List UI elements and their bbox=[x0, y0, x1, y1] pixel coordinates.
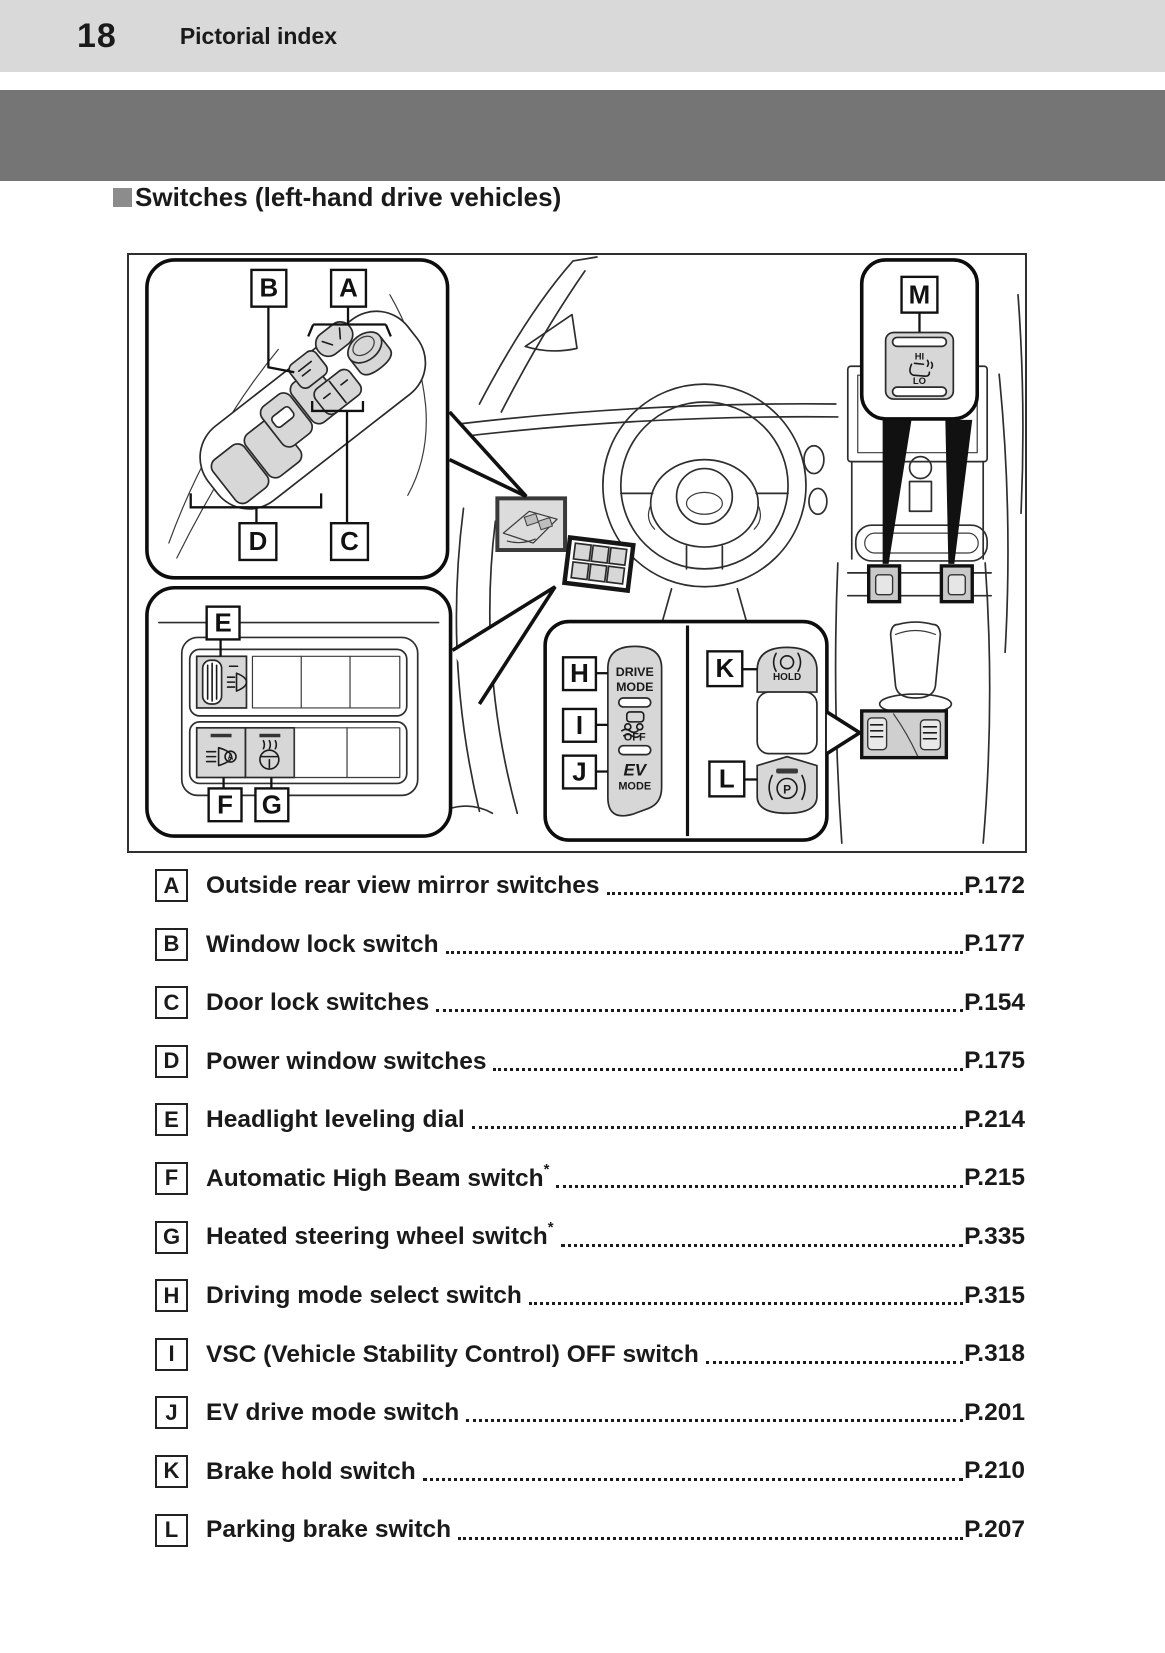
index-row-d bbox=[155, 1045, 1025, 1078]
svg-text:HI: HI bbox=[914, 351, 925, 363]
key-box: F bbox=[155, 1162, 188, 1195]
row-label: Parking brake switch bbox=[206, 1516, 452, 1544]
stalk-lever bbox=[809, 488, 827, 514]
callout-m bbox=[902, 277, 938, 313]
key-box: E bbox=[155, 1103, 188, 1136]
key-box: A bbox=[155, 869, 188, 902]
page-reference: P.175 bbox=[964, 1047, 1025, 1075]
index-row-k bbox=[155, 1455, 1025, 1488]
callout-d bbox=[240, 523, 277, 560]
dotted-leader bbox=[466, 1419, 963, 1422]
page-header bbox=[0, 0, 1165, 72]
row-label: Window lock switch bbox=[206, 930, 439, 958]
page-reference: P.154 bbox=[964, 988, 1025, 1016]
key-box: B bbox=[155, 928, 188, 961]
dotted-leader bbox=[436, 1009, 963, 1012]
page-reference: P.207 bbox=[964, 1516, 1025, 1544]
svg-text:L: L bbox=[718, 765, 735, 794]
key-box: D bbox=[155, 1045, 188, 1078]
callout-l bbox=[709, 762, 744, 797]
pointer-arrow bbox=[453, 587, 556, 704]
switch-index-list bbox=[155, 869, 1025, 1572]
row-label: VSC (Vehicle Stability Control) OFF switch bbox=[206, 1340, 699, 1368]
svg-text:EV: EV bbox=[623, 760, 647, 780]
dotted-leader bbox=[529, 1302, 963, 1305]
page-reference: P.335 bbox=[964, 1223, 1025, 1251]
page-reference: P.315 bbox=[964, 1281, 1025, 1309]
callout-c bbox=[331, 523, 368, 560]
svg-text:DRIVE: DRIVE bbox=[615, 665, 654, 680]
svg-text:A: A bbox=[339, 274, 358, 303]
row-label: Automatic High Beam switch bbox=[206, 1165, 544, 1193]
index-row-b bbox=[155, 928, 1025, 961]
callout-b bbox=[251, 270, 286, 307]
row-label: Outside rear view mirror switches bbox=[206, 872, 600, 900]
footnote-asterisk: * bbox=[547, 1219, 554, 1237]
svg-text:H: H bbox=[570, 660, 589, 689]
key-box: K bbox=[155, 1455, 188, 1488]
section-bullet-icon bbox=[113, 188, 132, 207]
dotted-leader bbox=[472, 1126, 963, 1129]
page-reference: P.177 bbox=[964, 930, 1025, 958]
callout-h bbox=[563, 657, 596, 690]
row-label: EV drive mode switch bbox=[206, 1399, 460, 1427]
svg-text:E: E bbox=[214, 609, 232, 638]
rearview-mirror-sketch bbox=[525, 315, 577, 351]
row-label: Headlight leveling dial bbox=[206, 1106, 465, 1134]
chapter-title: Pictorial index bbox=[179, 22, 338, 49]
index-row-j bbox=[155, 1396, 1025, 1429]
callout-k bbox=[707, 651, 742, 686]
row-label: Heated steering wheel switch bbox=[206, 1223, 548, 1251]
callout-j bbox=[563, 756, 596, 789]
svg-text:G: G bbox=[261, 791, 282, 820]
key-box: J bbox=[155, 1396, 188, 1429]
key-box: C bbox=[155, 986, 188, 1019]
dotted-leader bbox=[607, 892, 964, 895]
index-row-c bbox=[155, 986, 1025, 1019]
section-title-text: Switches (left-hand drive vehicles) bbox=[135, 182, 562, 212]
svg-text:J: J bbox=[572, 758, 587, 787]
seat-heater-balloon bbox=[862, 260, 977, 564]
key-box: G bbox=[155, 1221, 188, 1254]
svg-text:D: D bbox=[248, 528, 268, 557]
row-label: Power window switches bbox=[206, 1047, 487, 1075]
row-label: Driving mode select switch bbox=[206, 1282, 522, 1310]
page-reference: P.215 bbox=[964, 1164, 1025, 1192]
svg-text:MODE: MODE bbox=[618, 780, 652, 793]
svg-text:F: F bbox=[217, 791, 233, 820]
dotted-leader bbox=[458, 1537, 963, 1540]
door-switch-location-inset bbox=[497, 498, 565, 550]
svg-text:MODE: MODE bbox=[616, 680, 654, 695]
page-reference: P.201 bbox=[964, 1398, 1025, 1426]
chapter-banner bbox=[0, 90, 1165, 181]
page-reference: P.172 bbox=[964, 871, 1025, 899]
index-row-g bbox=[155, 1221, 1025, 1254]
pointer-arrow bbox=[450, 412, 527, 496]
callout-a bbox=[331, 270, 366, 307]
callout-e bbox=[207, 607, 240, 640]
svg-text:K: K bbox=[715, 655, 735, 684]
balloon-leg bbox=[883, 420, 912, 564]
index-row-i bbox=[155, 1338, 1025, 1371]
row-label: Brake hold switch bbox=[206, 1458, 416, 1486]
row-label: Door lock switches bbox=[206, 989, 430, 1017]
page-reference: P.210 bbox=[964, 1457, 1025, 1485]
dotted-leader bbox=[493, 1068, 963, 1071]
index-row-e bbox=[155, 1103, 1025, 1136]
dotted-leader bbox=[446, 951, 964, 954]
console-switch-location-inset bbox=[862, 711, 947, 758]
key-box: L bbox=[155, 1514, 188, 1547]
center-console bbox=[836, 563, 992, 843]
index-row-f bbox=[155, 1162, 1025, 1195]
dotted-leader bbox=[706, 1361, 963, 1364]
dotted-leader bbox=[423, 1478, 963, 1481]
footnote-asterisk: * bbox=[543, 1160, 550, 1178]
dotted-leader bbox=[561, 1244, 964, 1247]
switches-diagram bbox=[127, 253, 1027, 853]
svg-text:OFF: OFF bbox=[623, 731, 646, 744]
cockpit-line-art bbox=[129, 255, 1025, 851]
key-box: I bbox=[155, 1338, 188, 1371]
stalk-lever bbox=[804, 446, 824, 474]
svg-text:HOLD: HOLD bbox=[772, 672, 802, 684]
index-row-l bbox=[155, 1514, 1025, 1547]
index-row-a bbox=[155, 869, 1025, 902]
svg-text:P: P bbox=[783, 782, 792, 797]
callout-i bbox=[563, 709, 596, 742]
balloon-pointer bbox=[827, 712, 860, 754]
svg-text:C: C bbox=[340, 528, 359, 557]
svg-text:I: I bbox=[575, 711, 584, 740]
balloon-leg bbox=[945, 420, 972, 564]
svg-text:B: B bbox=[259, 274, 279, 303]
door-switches-panel bbox=[147, 260, 448, 578]
index-row-h bbox=[155, 1279, 1025, 1312]
svg-text:M: M bbox=[908, 281, 931, 310]
svg-text:A: A bbox=[227, 752, 234, 762]
callout-f bbox=[209, 788, 242, 821]
page-reference: P.214 bbox=[964, 1105, 1025, 1133]
callout-g bbox=[255, 788, 288, 821]
section-title bbox=[113, 182, 561, 213]
dotted-leader bbox=[556, 1185, 963, 1188]
page-number: 18 bbox=[77, 16, 117, 55]
key-box: H bbox=[155, 1279, 188, 1312]
page-reference: P.318 bbox=[964, 1340, 1025, 1368]
lower-panel-location-inset bbox=[564, 537, 633, 590]
svg-text:LO: LO bbox=[912, 376, 927, 388]
console-switches-balloon bbox=[545, 622, 860, 841]
lower-dash-panel bbox=[147, 588, 451, 836]
brake-hold-switch bbox=[757, 647, 817, 692]
